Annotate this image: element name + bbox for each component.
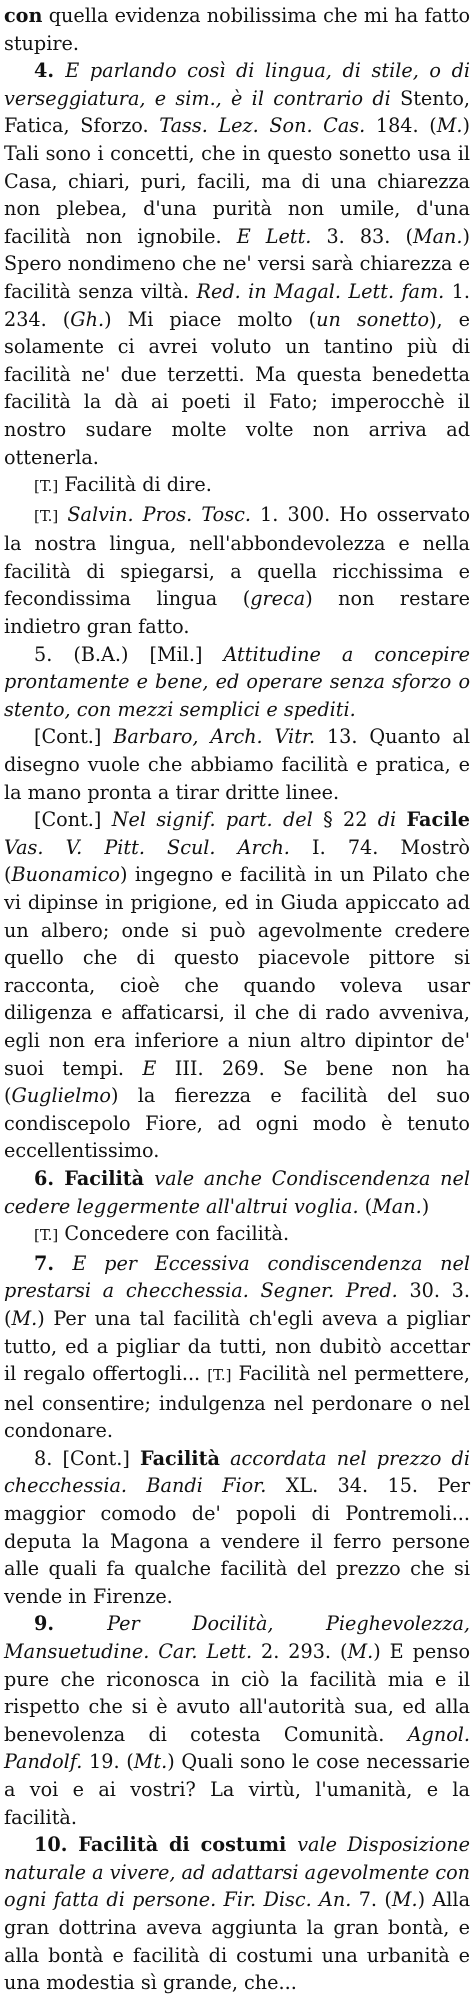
- text-run: Facilità: [140, 1446, 220, 1470]
- text-run: XL. 34. 15. Per maggior comodo de' popoli di Pontremoli... deputa la Magona a vendere il ferro persone alle quali fa qualche facilità del prezzo che si vende in Firenze.: [4, 1474, 470, 1608]
- paragraph: [4, 2, 470, 57]
- text-run: ) Quali sono le cose necessarie a voi e ai vostri? La virtù, l'umanità, e la facilità.: [4, 1750, 470, 1829]
- text-run: 6. Facilità: [34, 1166, 155, 1190]
- text-run: E per Eccessiva condiscendenza nel prestarsi a checchessia. Segner. Pred.: [4, 1251, 471, 1303]
- text-run: M.: [347, 1640, 374, 1664]
- text-run: accordata nel prezzo di checchessia. Bandi Fior.: [4, 1446, 470, 1498]
- text-run: Vas. V. Pitt. Scul. Arch.: [4, 835, 290, 859]
- text-run: 1. 300. Ho osservato la nostra lingua, nell'abbondevolezza e nella facilità di spiegarsi, a quella ricchissima e fecondissima lingua (: [4, 502, 470, 611]
- text-run: [T.]: [207, 1366, 232, 1385]
- text-run: vale Disposizione naturale a vivere, ad adattarsi agevolmente con ogni fatta di persone. Fir. Disc. An.: [4, 1833, 470, 1912]
- text-run: E parlando così di lingua, di stile, o di verseggiatura, e sim., è il contrario di: [4, 59, 470, 110]
- text-run: ) Mi piace molto (: [104, 307, 317, 331]
- text-run: [Cont.]: [34, 725, 114, 749]
- text-run: ) ingegno e facilità in un Pilato che vi dipinse in prigione, ed in Giuda appiccato ad un albero; onde si può agevolmente credere quello che di questo piacevole pittore si racconta, cioè che quando voleva usar diligenza e affaticarsi, il che di rado avveniva, egli non era inferiore a niun altro dipintor de' suoi tempi.: [4, 863, 470, 1080]
- text-run: Nel signif. part. del: [111, 808, 313, 832]
- paragraph: [4, 641, 470, 724]
- text-run: ) Spero nondimeno che ne' versi sarà chiarezza e facilità senza viltà.: [4, 224, 470, 303]
- text-run: ) la fierezza e facilità del suo condiscepolo Fiore, ad ogni modo è tenuto eccellentissimo.: [4, 1084, 470, 1163]
- text-run: M.: [391, 1888, 418, 1912]
- text-run: ), e solamente ci avrei voluto un tantino più di facilità ne' due terzetti. Ma questa benedetta facilità la dà ai poeti il Fato; imperocchè il nostro sudare molte volte non arriva ad ottenerla.: [4, 307, 470, 469]
- text-run: Facilità nel permettere, nel consentire; indulgenza nel perdonare o nel condonare.: [4, 1362, 470, 1443]
- text-run: ) non restare indietro gran fatto.: [4, 587, 470, 639]
- text-run: ) Tali sono i concetti, che in questo sonetto usa il Casa, chiari, puri, facili, ma di una chiarezza non plebea, d'una purità non umile, d'una facilità non ignobile.: [4, 114, 470, 248]
- paragraph: [4, 1250, 470, 1445]
- text-run: quella evidenza nobilissima che mi ha fatto stupire.: [4, 4, 470, 55]
- text-run: [Cont.]: [34, 808, 112, 832]
- text-run: Man.: [412, 224, 463, 248]
- paragraph: [4, 57, 470, 471]
- text-run: ) E penso pure che riconosca in ciò la facilità mia e il rispetto che si è avuto all'autorità sua, ed alla benevolenza di cotesta Comunità.: [4, 1640, 470, 1746]
- text-run: Facile: [406, 808, 470, 832]
- text-run: E Lett.: [236, 224, 312, 248]
- entry-body: [4, 2, 470, 1997]
- text-run: (: [358, 1194, 373, 1218]
- text-run: ) Per una tal facilità ch'egli aveva a pigliar tutto, ed a pigliar da tutti, non dubitò accettar il regalo offertogli...: [4, 1306, 470, 1386]
- text-run: E: [142, 1056, 157, 1080]
- text-run: 3. 83. (: [311, 224, 413, 248]
- text-run: 8. [Cont.]: [34, 1446, 141, 1470]
- text-run: 5. (B.A.) [Mil.]: [34, 642, 224, 666]
- paragraph: [4, 723, 470, 806]
- paragraph: [4, 806, 470, 1165]
- text-run: Agnol. Pandolf.: [4, 1722, 470, 1774]
- paragraph: [4, 1445, 470, 1611]
- text-run: greca: [250, 587, 306, 611]
- text-run: Mt.: [133, 1750, 168, 1774]
- text-run: Gh.: [70, 307, 105, 331]
- text-run: ) Alla gran dottrina aveva aggiunta la gran bontà, e alla bontà e facilità di costumi una urbanità e una modestia sì grande, che...: [4, 1888, 471, 1995]
- text-run: 7.: [34, 1251, 73, 1275]
- text-run: 30. 3. (: [4, 1279, 470, 1330]
- text-run: Salvin. Pros. Tosc.: [67, 502, 251, 526]
- text-run: Facilità di dire.: [58, 473, 212, 497]
- text-run: 2. 293. (: [252, 1640, 348, 1664]
- text-run: M.: [11, 1306, 38, 1330]
- text-run: [220, 1447, 230, 1470]
- text-run: Tass. Lez. Son. Cas.: [159, 114, 366, 138]
- paragraph: [4, 1610, 470, 1831]
- text-run: Buonamico: [11, 863, 120, 887]
- text-run: Guglielmo: [11, 1084, 111, 1108]
- text-run: di: [377, 808, 407, 832]
- text-run: 1. 234. (: [4, 279, 470, 331]
- text-run: ): [421, 1194, 430, 1218]
- text-run: Per Docilità, Pieghevolezza, Mansuetudine. Car. Lett.: [4, 1612, 470, 1664]
- text-run: 10. Facilità di costumi: [34, 1833, 298, 1857]
- paragraph: [4, 471, 470, 501]
- text-run: 13. Quanto al disegno vuole che abbiamo facilità e pratica, e la mano pronta a tirar dritte linee.: [4, 725, 470, 804]
- text-run: 184. (: [365, 114, 437, 138]
- text-run: [T.]: [34, 477, 59, 496]
- paragraph: [4, 1220, 470, 1250]
- text-run: Stento, Fatica, Sforzo.: [4, 86, 470, 138]
- text-run: Red. in Magal. Lett. fam.: [196, 279, 445, 303]
- text-run: Concedere con facilità.: [58, 1222, 290, 1246]
- text-run: 9.: [34, 1612, 108, 1636]
- text-run: Barbaro, Arch. Vitr.: [113, 725, 316, 749]
- text-run: un sonetto: [316, 307, 429, 331]
- text-run: III. 269. Se bene non ha (: [4, 1056, 470, 1108]
- text-run: [T.]: [34, 1226, 59, 1245]
- text-run: M.: [436, 114, 463, 138]
- text-run: vale anche Condiscendenza nel cedere leggermente all'altrui voglia.: [4, 1166, 470, 1218]
- text-run: 4.: [34, 59, 66, 83]
- text-run: 19. (: [82, 1750, 134, 1774]
- paragraph: [4, 501, 470, 641]
- text-run: [T.]: [34, 506, 59, 525]
- text-run: 7. (: [351, 1888, 392, 1912]
- paragraph: [4, 1165, 470, 1220]
- text-run: Man.: [372, 1194, 422, 1218]
- text-run: Attitudine a concepire prontamente e bene, ed operare senza sforzo o stento, con mezzi semplici e spediti.: [4, 642, 470, 721]
- paragraph: [4, 1831, 470, 1997]
- text-run: con: [4, 4, 43, 27]
- text-run: § 22: [312, 808, 378, 832]
- text-run: I. 74. Mostrò (: [4, 835, 470, 887]
